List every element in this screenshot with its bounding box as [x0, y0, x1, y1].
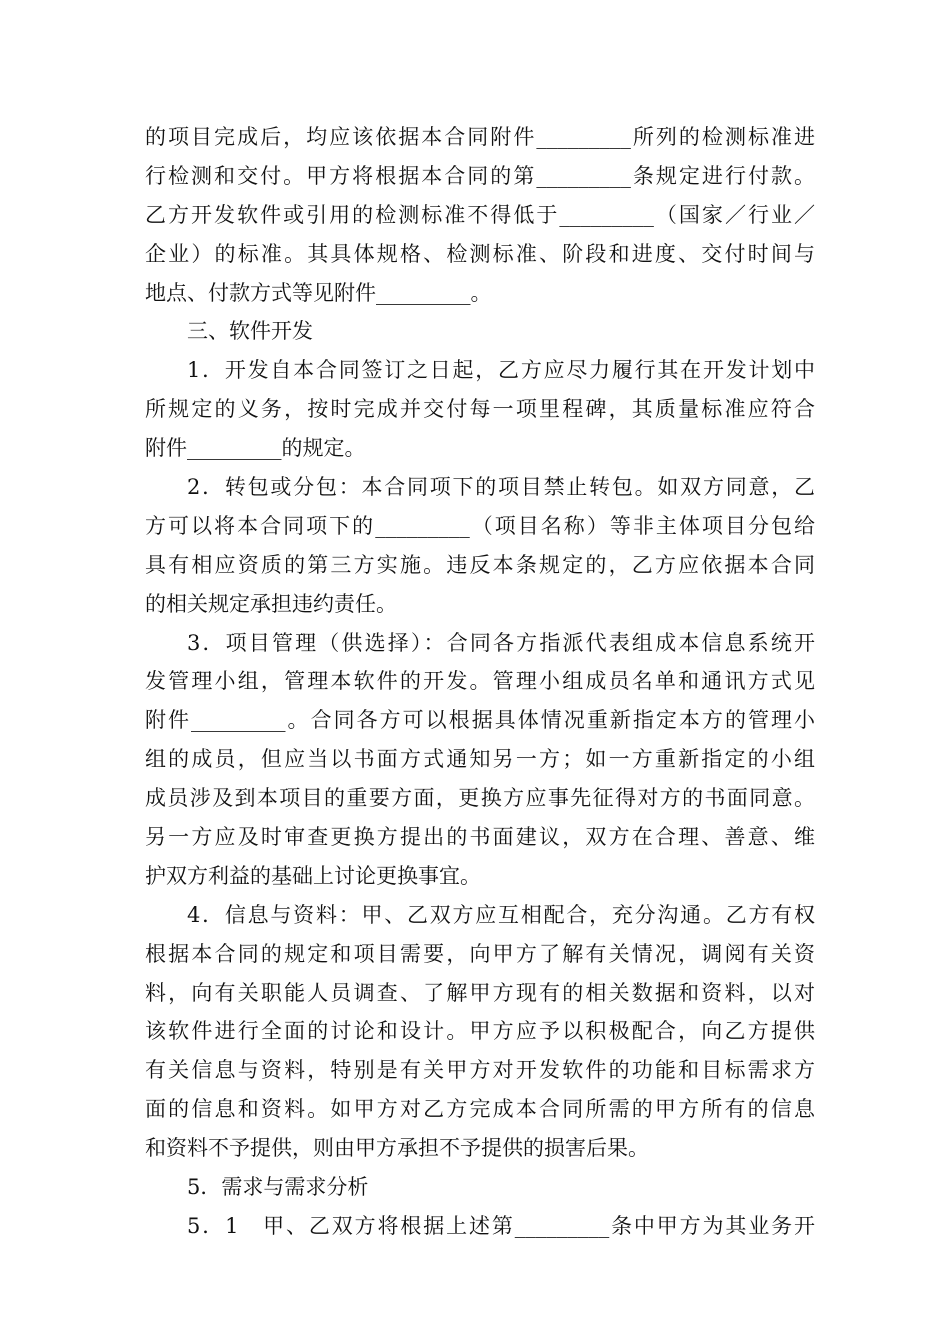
- text-line: 2．转包或分包：本合同项下的项目禁止转包。如双方同意，乙: [187, 475, 815, 500]
- text-line: 行检测和交付。甲方将根据本合同的第_________条规定进行付款。: [145, 163, 815, 188]
- text-line: 的项目完成后，均应该依据本合同附件_________所列的检测标准进: [145, 125, 815, 149]
- text-line: 另一方应及时审查更换方提出的书面建议，双方在合理、善意、维: [145, 825, 815, 850]
- text-line: 有关信息与资料，特别是有关甲方对开发软件的功能和目标需求方: [145, 1058, 815, 1083]
- text-line: 护双方利益的基础上讨论更换事宜。: [145, 863, 481, 888]
- text-line: 附件_________的规定。: [145, 436, 366, 461]
- text-line: 具有相应资质的第三方实施。违反本条规定的，乙方应依据本合同: [145, 552, 815, 577]
- text-line: 根据本合同的规定和项目需要，向甲方了解有关情况，调阅有关资: [145, 941, 815, 966]
- text-line: 附件_________。合同各方可以根据具体情况重新指定本方的管理小: [145, 708, 815, 733]
- text-line: 发管理小组，管理本软件的开发。管理小组成员名单和通讯方式见: [145, 669, 815, 694]
- text-line: 的相关规定承担违约责任。: [145, 591, 397, 616]
- text-line: 乙方开发软件或引用的检测标准不得低于_________（国家／行业／: [145, 202, 815, 227]
- text-line: 所规定的义务，按时完成并交付每一项里程碑，其质量标准应符合: [145, 397, 815, 422]
- text-line: 地点、付款方式等见附件_________。: [145, 280, 492, 305]
- text-line: 料，向有关职能人员调查、了解甲方现有的相关数据和资料，以对: [145, 980, 815, 1005]
- text-line: 该软件进行全面的讨论和设计。甲方应予以积极配合，向乙方提供: [145, 1019, 815, 1044]
- section-heading: 三、软件开发: [187, 319, 313, 344]
- text-line: 3．项目管理（供选择）：合同各方指派代表组成本信息系统开: [187, 630, 815, 655]
- section-heading: 5．需求与需求分析: [187, 1175, 369, 1200]
- text-line: 成员涉及到本项目的重要方面，更换方应事先征得对方的书面同意。: [145, 786, 815, 811]
- text-line: 4．信息与资料：甲、乙双方应互相配合，充分沟通。乙方有权: [187, 902, 815, 927]
- text-line: 和资料不予提供，则由甲方承担不予提供的损害后果。: [145, 1136, 649, 1161]
- text-line: 1．开发自本合同签订之日起，乙方应尽力履行其在开发计划中: [187, 358, 815, 383]
- text-line: 方可以将本合同项下的_________（项目名称）等非主体项目分包给: [145, 513, 815, 538]
- text-line: 5．1 甲、乙双方将根据上述第_________条中甲方为其业务开: [187, 1213, 815, 1238]
- text-line: 面的信息和资料。如甲方对乙方完成本合同所需的甲方所有的信息: [145, 1097, 815, 1122]
- text-line: 企业）的标准。其具体规格、检测标准、阶段和进度、交付时间与: [145, 241, 815, 266]
- document-body: [145, 118, 815, 1246]
- text-line: 组的成员，但应当以书面方式通知另一方；如一方重新指定的小组: [145, 747, 815, 772]
